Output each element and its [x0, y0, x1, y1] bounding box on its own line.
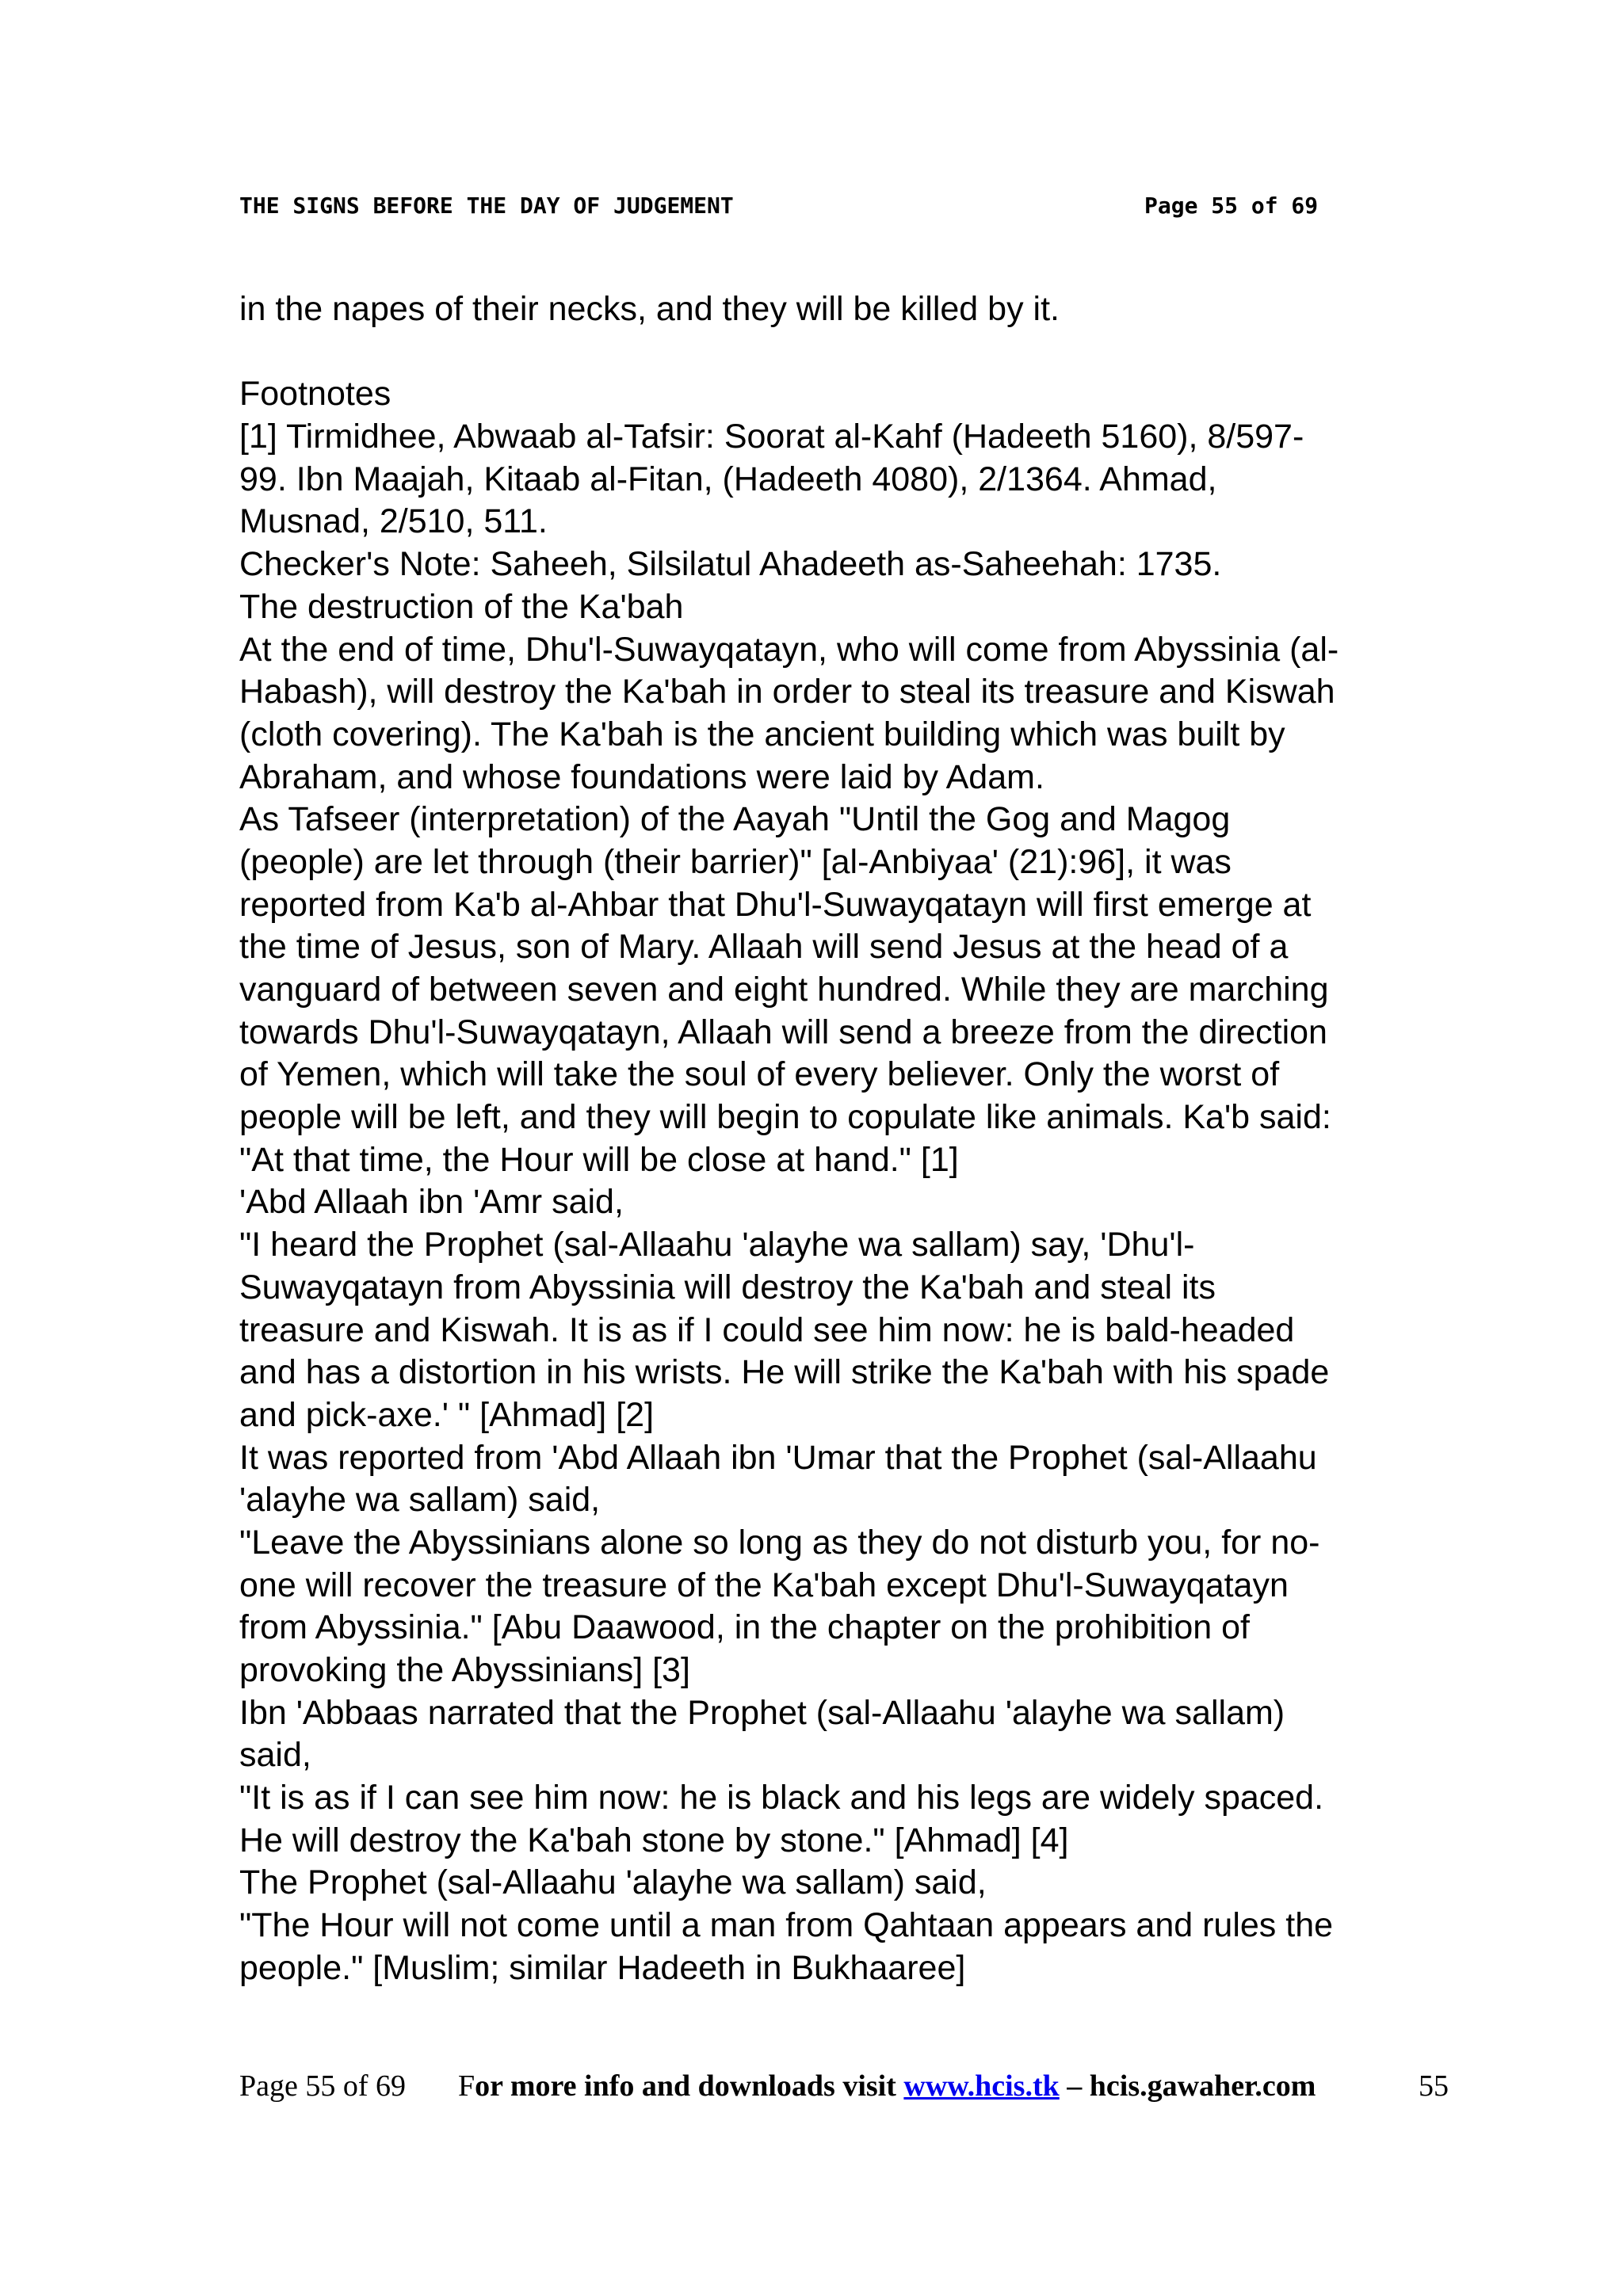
- text-line: and has a distortion in his wrists. He will strike the Ka'bah with his spade: [239, 1353, 1330, 1392]
- text-line: people will be left, and they will begin to copulate like animals. Ka'b said:: [239, 1098, 1331, 1137]
- text-line: The destruction of the Ka'bah: [239, 587, 684, 626]
- text-line: It was reported from 'Abd Allaah ibn 'Umar that the Prophet (sal-Allaahu: [239, 1438, 1317, 1477]
- footer-page-label: Page 55 of 69: [239, 2069, 407, 2103]
- website-link[interactable]: www.hcis.tk: [903, 2069, 1060, 2103]
- text-line: "Leave the Abyssinians alone so long as they do not disturb you, for no-: [239, 1523, 1320, 1562]
- text-line: towards Dhu'l-Suwayqatayn, Allaah will send a breeze from the direction: [239, 1013, 1327, 1051]
- text-line: "At that time, the Hour will be close at hand." [1]: [239, 1140, 959, 1179]
- text-line: vanguard of between seven and eight hundred. While they are marching: [239, 971, 1329, 1009]
- text-line: Checker's Note: Saheeh, Silsilatul Ahadeeth as-Saheehah: 1735.: [239, 545, 1222, 584]
- text-line: treasure and Kiswah. It is as if I could see him now: he is bald-headed: [239, 1310, 1295, 1349]
- text-line: (cloth covering). The Ka'bah is the ancient building which was built by: [239, 715, 1285, 753]
- page-footer: [239, 2066, 1460, 2106]
- text-line: one will recover the treasure of the Ka'bah except Dhu'l-Suwayqatayn: [239, 1566, 1289, 1604]
- text-line: (people) are let through (their barrier)" [al-Anbiyaa' (21):96], it was: [239, 842, 1232, 881]
- text-line: of Yemen, which will take the soul of every believer. Only the worst of: [239, 1055, 1280, 1094]
- text-line: [1] Tirmidhee, Abwaab al-Tafsir: Soorat al-Kahf (Hadeeth 5160), 8/597-: [239, 418, 1304, 456]
- footer-info: [458, 2066, 1316, 2106]
- text-line: in the napes of their necks, and they will be killed by it.: [239, 290, 1060, 328]
- text-line: said,: [239, 1736, 311, 1775]
- text-line: 99. Ibn Maajah, Kitaab al-Fitan, (Hadeeth 4080), 2/1364. Ahmad,: [239, 460, 1217, 498]
- text-line: from Abyssinia." [Abu Daawood, in the chapter on the prohibition of: [239, 1608, 1250, 1647]
- text-line: Musnad, 2/510, 511.: [239, 502, 548, 541]
- text-line: reported from Ka'b al-Ahbar that Dhu'l-Suwayqatayn will first emerge at: [239, 885, 1312, 924]
- text-line: Suwayqatayn from Abyssinia will destroy the Ka'bah and steal its: [239, 1268, 1216, 1306]
- text-line: Footnotes: [239, 375, 391, 414]
- text-line: provoking the Abyssinians] [3]: [239, 1651, 690, 1689]
- footer-info-tail: – hcis.gawaher.com: [1059, 2069, 1316, 2103]
- footer-page-number: 55: [1419, 2069, 1449, 2103]
- document-body: [239, 288, 1460, 1990]
- text-line: people." [Muslim; similar Hadeeth in Bukhaaree]: [239, 1948, 966, 1987]
- text-line: As Tafseer (interpretation) of the Aayah "Until the Gog and Magog: [239, 800, 1231, 839]
- header-page-indicator: Page 55 of 69: [1144, 193, 1319, 219]
- text-line: Abraham, and whose foundations were laid by Adam.: [239, 757, 1044, 796]
- blank-line: [239, 331, 1460, 374]
- text-line: The Prophet (sal-Allaahu 'alayhe wa sallam) said,: [239, 1863, 987, 1902]
- text-line: 'Abd Allaah ibn 'Amr said,: [239, 1183, 624, 1222]
- footer-info-text: or more info and downloads visit: [475, 2069, 904, 2103]
- text-line: 'alayhe wa sallam) said,: [239, 1481, 601, 1520]
- text-line: "It is as if I can see him now: he is black and his legs are widely spaced.: [239, 1779, 1324, 1817]
- text-line: "I heard the Prophet (sal-Allaahu 'alayhe wa sallam) say, 'Dhu'l-: [239, 1226, 1195, 1264]
- text-line: the time of Jesus, son of Mary. Allaah will send Jesus at the head of a: [239, 928, 1289, 967]
- text-line: At the end of time, Dhu'l-Suwayqatayn, who will come from Abyssinia (al-: [239, 630, 1339, 669]
- running-header: [239, 190, 1354, 222]
- text-line: and pick-axe.' " [Ahmad] [2]: [239, 1395, 655, 1434]
- footer-info-lead: F: [458, 2069, 475, 2103]
- text-line: Habash), will destroy the Ka'bah in order to steal its treasure and Kiswah: [239, 673, 1335, 711]
- text-line: He will destroy the Ka'bah stone by stone." [Ahmad] [4]: [239, 1821, 1069, 1859]
- document-title: THE SIGNS BEFORE THE DAY OF JUDGEMENT: [239, 193, 734, 219]
- text-line: "The Hour will not come until a man from Qahtaan appears and rules the: [239, 1906, 1334, 1945]
- text-line: Ibn 'Abbaas narrated that the Prophet (sal-Allaahu 'alayhe wa sallam): [239, 1693, 1285, 1732]
